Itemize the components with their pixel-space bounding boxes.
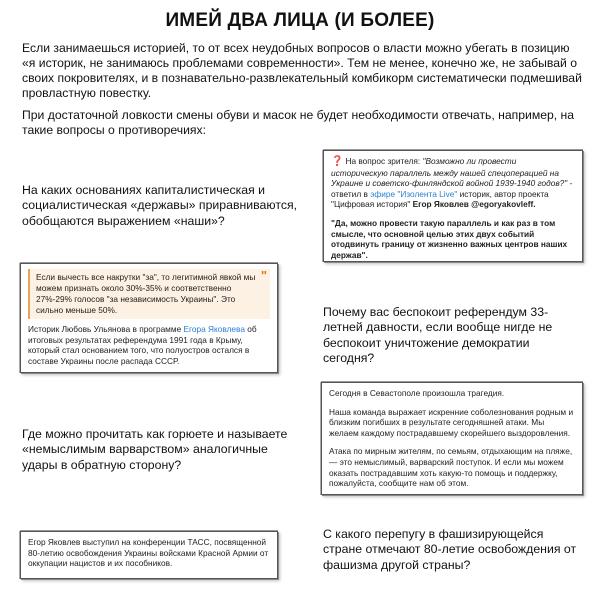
card1-lead: На вопрос зрителя: (345, 156, 423, 166)
quote-card-yakovlev-radio (323, 150, 583, 262)
card4-text: Егор Яковлев выступил на конференции ТАСС, посвященной 80-летию освобождения Украины войсками Красной Армии от оккупации нацистов и их пособников. (28, 537, 269, 569)
question-mark-icon: ❓ (331, 156, 344, 167)
page-title: ИМЕЙ ДВА ЛИЦА (И БОЛЕЕ) (165, 10, 435, 31)
card1-author: Егор Яковлев @egoryakovleff. (412, 199, 536, 210)
question-2: Почему вас беспокоит референдум 33-летней давности, если вообще нигде не беспокоит уничтожение демократии сегодня? (323, 305, 553, 366)
intro-paragraph-2: При достаточной ловкости смены обуви и масок не будет необходимости отвечать, например, на такие вопросы о противоречиях: (22, 108, 575, 137)
card1-desc: историк, автор проекта "Цифровая история" (331, 188, 549, 210)
card3-p1: Сегодня в Севастополе произошла трагедия. (329, 388, 505, 398)
card2-quote: Если вычесть все накрутки "за", то легитимной явкой мы можем признать около 30%-35% и соответственно 27%-29% голосов "за независимость Украины". Это сильно меньше 50%. (36, 272, 256, 315)
card2-yakovlev-link[interactable]: Егора Яковлева (183, 324, 245, 334)
card1-question: "Возможно ли провести историческую параллель между нашей спецоперацией на Украине и советско-финляндской войной 1939-1940 годов?" (331, 156, 568, 189)
question-1: На каких основаниях капиталистическая и социалистическая «державы» приравниваются, обобщаются выражением «наши»? (22, 183, 298, 228)
news-card-tass (20, 531, 278, 579)
quote-card-ulyanova (20, 263, 278, 373)
card3-p2: Наша команда выражает искренние соболезнования родным и близким погибших в результате сегодняшней атаки. Мы желаем каждому пострадавшему скорейшего выздоровления. (329, 406, 574, 438)
card1-answered: - ответил в (331, 178, 573, 199)
intro-paragraph: Если занимаешься историей, то от всех неудобных вопросов о власти можно убегать в позицию «я историк, не занимаюсь проблемами современности». Тем не менее, конечно же, не забывай о своих покровителях, и в познавательно-развлекательный комбикорм систематически подмешивай провластную повестку. (22, 41, 582, 100)
question-4: С какого перепугу в фашизирующейся стране отмечают 80-летие освобождения от фашизма другой страны? (323, 527, 577, 572)
card3-p3: Атака по мирным жителям, по семьям, отдыхающим на пляже, — это немыслимый, варварский поступок. И если мы можем оказать пострадавшим хоть какую-то помощь и поддержку, пожалуйста, сообщите нам об этом. (329, 446, 573, 489)
card1-channel-link[interactable]: эфире "Изолента Live" (370, 188, 458, 199)
quote-box (28, 269, 270, 319)
statement-card-sevastopol (321, 382, 583, 495)
card2-text-before: Историк Любовь Ульянова в программе (28, 324, 184, 334)
quote-icon: " (260, 268, 267, 283)
card2-text-after: об итоговых результатах референдума 1991 года в Крыму, который стал основанием того, что полуостров остался в составе Украины после распада СССР. (28, 324, 257, 366)
question-3: Где можно прочитать как горюете и называете «немыслимым варварством» аналогичные удары в обратную сторону? (22, 427, 288, 472)
card1-answer: "Да, можно провести такую параллель и как раз в том смысле, что основной целью этих двух событий отодвинуть границу от жизненно важных центров наших держав". (331, 217, 568, 260)
